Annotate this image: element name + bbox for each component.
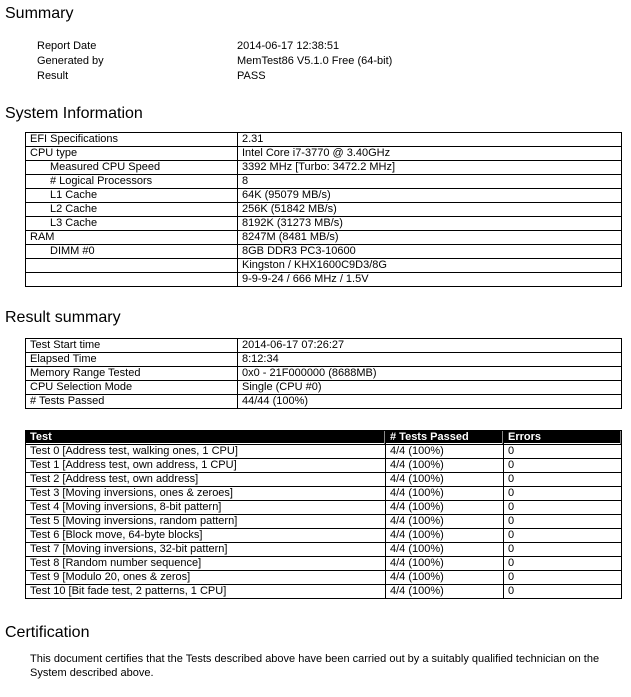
errors-cell: 0 (504, 459, 622, 473)
test-column-header: Test (26, 431, 386, 445)
system-information-row (26, 189, 622, 203)
errors-cell: 0 (504, 557, 622, 571)
system-information-row (26, 259, 622, 273)
test-name-cell: Test 8 [Random number sequence] (26, 557, 386, 571)
summary-row-value: PASS (237, 70, 266, 82)
result-summary-label-cell: Test Start time (26, 339, 238, 353)
result-summary-value-cell: 8:12:34 (238, 353, 622, 367)
system-information-heading: System Information (5, 105, 143, 122)
system-information-label-cell: RAM (26, 231, 238, 245)
test-result-row (26, 571, 622, 585)
result-summary-heading: Result summary (5, 309, 121, 326)
result-summary-value-cell: 0x0 - 21F000000 (8688MB) (238, 367, 622, 381)
test-name-cell: Test 6 [Block move, 64-byte blocks] (26, 529, 386, 543)
test-result-row (26, 585, 622, 599)
system-information-label-cell: # Logical Processors (26, 175, 238, 189)
system-information-row (26, 245, 622, 259)
errors-cell: 0 (504, 585, 622, 599)
test-result-row (26, 445, 622, 459)
errors-cell: 0 (504, 487, 622, 501)
system-information-row (26, 147, 622, 161)
system-information-label-cell: Measured CPU Speed (26, 161, 238, 175)
system-information-value-cell: 2.31 (238, 133, 622, 147)
test-name-cell: Test 5 [Moving inversions, random pattern] (26, 515, 386, 529)
errors-cell: 0 (504, 445, 622, 459)
errors-cell: 0 (504, 501, 622, 515)
summary-heading: Summary (5, 5, 74, 22)
result-summary-label-cell: Elapsed Time (26, 353, 238, 367)
tests-passed-cell: 4/4 (100%) (386, 571, 504, 585)
system-information-row (26, 273, 622, 287)
result-summary-value-cell: 2014-06-17 07:26:27 (238, 339, 622, 353)
system-information-value-cell: Intel Core i7-3770 @ 3.40GHz (238, 147, 622, 161)
test-name-cell: Test 1 [Address test, own address, 1 CPU] (26, 459, 386, 473)
system-information-value-cell: 8GB DDR3 PC3-10600 (238, 245, 622, 259)
result-summary-row (26, 381, 622, 395)
test-name-cell: Test 9 [Modulo 20, ones & zeros] (26, 571, 386, 585)
tests-passed-cell: 4/4 (100%) (386, 543, 504, 557)
test-result-row (26, 459, 622, 473)
tests-passed-cell: 4/4 (100%) (386, 501, 504, 515)
result-summary-value-cell: Single (CPU #0) (238, 381, 622, 395)
tests-passed-cell: 4/4 (100%) (386, 529, 504, 543)
system-information-row (26, 175, 622, 189)
test-result-row (26, 487, 622, 501)
system-information-value-cell: 64K (95079 MB/s) (238, 189, 622, 203)
system-information-value-cell: Kingston / KHX1600C9D3/8G (238, 259, 622, 273)
system-information-value-cell: 3392 MHz [Turbo: 3472.2 MHz] (238, 161, 622, 175)
summary-row (37, 54, 631, 69)
tests-passed-cell: 4/4 (100%) (386, 515, 504, 529)
tests-passed-cell: 4/4 (100%) (386, 487, 504, 501)
system-information-value-cell: 9-9-9-24 / 666 MHz / 1.5V (238, 273, 622, 287)
tests-passed-cell: 4/4 (100%) (386, 585, 504, 599)
tests-passed-cell: 4/4 (100%) (386, 557, 504, 571)
result-summary-label-cell: Memory Range Tested (26, 367, 238, 381)
result-summary-value-cell: 44/44 (100%) (238, 395, 622, 409)
test-result-row (26, 557, 622, 571)
result-summary-row (26, 367, 622, 381)
tests-passed-cell: 4/4 (100%) (386, 445, 504, 459)
test-result-row (26, 501, 622, 515)
errors-cell: 0 (504, 571, 622, 585)
certification-text: This document certifies that the Tests described above have been carried out by a suitably qualified technician on the System described above. (30, 653, 600, 679)
test-result-row (26, 529, 622, 543)
summary-row (37, 69, 631, 84)
system-information-label-cell: DIMM #0 (26, 245, 238, 259)
errors-column-header: Errors (504, 431, 622, 445)
test-name-cell: Test 0 [Address test, walking ones, 1 CPU] (26, 445, 386, 459)
system-information-value-cell: 256K (51842 MB/s) (238, 203, 622, 217)
test-result-row (26, 543, 622, 557)
test-name-cell: Test 3 [Moving inversions, ones & zeroes] (26, 487, 386, 501)
test-name-cell: Test 4 [Moving inversions, 8-bit pattern] (26, 501, 386, 515)
errors-cell: 0 (504, 473, 622, 487)
system-information-label-cell: CPU type (26, 147, 238, 161)
test-result-row (26, 515, 622, 529)
result-summary-row (26, 353, 622, 367)
summary-row-value: MemTest86 V5.1.0 Free (64-bit) (237, 55, 393, 67)
test-name-cell: Test 2 [Address test, own address] (26, 473, 386, 487)
system-information-label-cell (26, 273, 238, 287)
system-information-value-cell: 8 (238, 175, 622, 189)
result-summary-label-cell: # Tests Passed (26, 395, 238, 409)
errors-cell: 0 (504, 515, 622, 529)
summary-block (37, 39, 631, 84)
result-summary-table (25, 338, 622, 409)
errors-cell: 0 (504, 529, 622, 543)
system-information-row (26, 203, 622, 217)
test-name-cell: Test 7 [Moving inversions, 32-bit pattern] (26, 543, 386, 557)
system-information-label-cell: L1 Cache (26, 189, 238, 203)
summary-row-label: Result (37, 70, 69, 82)
certification-heading: Certification (5, 624, 90, 641)
system-information-value-cell: 8192K (31273 MB/s) (238, 217, 622, 231)
tests-passed-cell: 4/4 (100%) (386, 459, 504, 473)
errors-cell: 0 (504, 543, 622, 557)
system-information-label-cell: EFI Specifications (26, 133, 238, 147)
system-information-row (26, 161, 622, 175)
tests-passed-cell: 4/4 (100%) (386, 473, 504, 487)
summary-row-value: 2014-06-17 12:38:51 (237, 40, 340, 52)
test-result-row (26, 473, 622, 487)
system-information-label-cell: L3 Cache (26, 217, 238, 231)
test-name-cell: Test 10 [Bit fade test, 2 patterns, 1 CPU] (26, 585, 386, 599)
system-information-value-cell: 8247M (8481 MB/s) (238, 231, 622, 245)
result-summary-row (26, 339, 622, 353)
system-information-label-cell: L2 Cache (26, 203, 238, 217)
tests-passed-column-header: # Tests Passed (386, 431, 504, 445)
summary-row-label: Generated by (37, 55, 104, 67)
test-results-table (25, 430, 622, 599)
system-information-row (26, 133, 622, 147)
summary-row-label: Report Date (37, 40, 97, 52)
system-information-row (26, 217, 622, 231)
system-information-table (25, 132, 622, 287)
result-summary-row (26, 395, 622, 409)
summary-row (37, 39, 631, 54)
system-information-row (26, 231, 622, 245)
test-results-header-row (26, 431, 622, 445)
system-information-label-cell (26, 259, 238, 273)
result-summary-label-cell: CPU Selection Mode (26, 381, 238, 395)
